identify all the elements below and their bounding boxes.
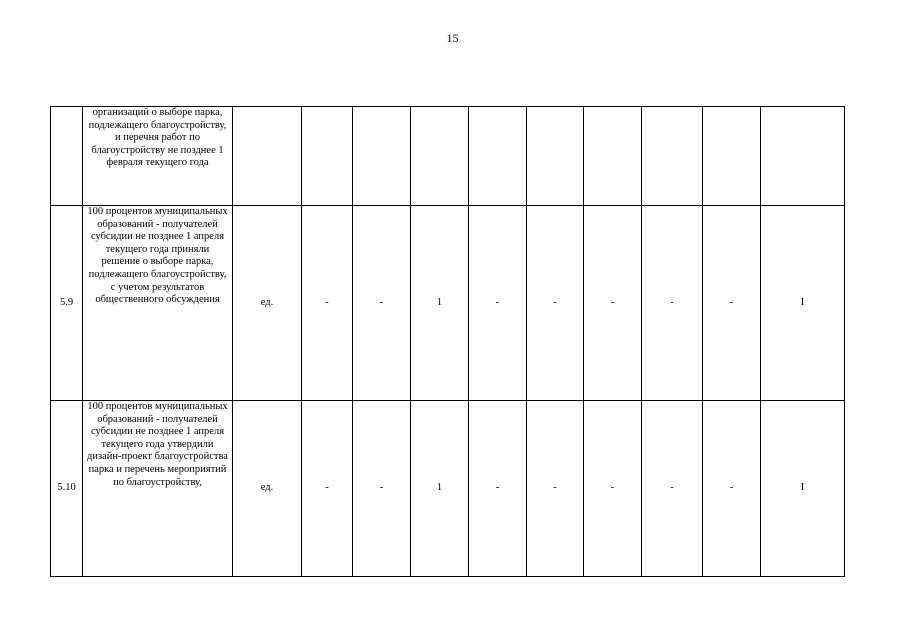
row-unit: ед.: [233, 401, 302, 577]
row-number: [51, 107, 83, 206]
row-unit: [233, 107, 302, 206]
indicators-table: [50, 106, 845, 577]
row-value: I: [761, 401, 845, 577]
table-row: [51, 107, 845, 206]
row-value: 1: [411, 401, 469, 577]
row-unit: ед.: [233, 206, 302, 401]
row-value: -: [527, 206, 584, 401]
row-value: -: [703, 401, 761, 577]
row-value: I: [761, 206, 845, 401]
row-value: [761, 107, 845, 206]
row-description: 100 процентов муниципальных образований - получателей субсидии не позднее 1 апреля текущего года утвердили дизайн-проект благоустройства парка и перечень мероприятий по благоустройству,: [83, 401, 233, 577]
row-value: -: [527, 401, 584, 577]
row-value: [527, 107, 584, 206]
row-value: -: [302, 401, 353, 577]
row-description: организаций о выборе парка, подлежащего благоустройству, и перечня работ по благоустройству не позднее 1 февраля текущего года: [83, 107, 233, 206]
row-value: -: [703, 206, 761, 401]
row-value: -: [584, 206, 642, 401]
row-value: [411, 107, 469, 206]
row-value: [469, 107, 527, 206]
row-value: [353, 107, 411, 206]
row-number: 5.9: [51, 206, 83, 401]
row-value: [703, 107, 761, 206]
row-value: -: [584, 401, 642, 577]
table-row: [51, 401, 845, 577]
row-value: -: [302, 206, 353, 401]
row-value: -: [642, 206, 703, 401]
row-value: [584, 107, 642, 206]
row-value: 1: [411, 206, 469, 401]
row-value: [302, 107, 353, 206]
row-value: -: [642, 401, 703, 577]
row-number: 5.10: [51, 401, 83, 577]
row-value: -: [469, 401, 527, 577]
row-value: -: [353, 206, 411, 401]
row-value: -: [469, 206, 527, 401]
page-number: 15: [446, 31, 459, 45]
row-description: 100 процентов муниципальных образований - получателей субсидии не позднее 1 апреля текущего года приняли решение о выборе парка, подлежащего благоустройству, с учетом результатов общественного обсуждения: [83, 206, 233, 401]
row-value: -: [353, 401, 411, 577]
table-row: [51, 206, 845, 401]
row-value: [642, 107, 703, 206]
